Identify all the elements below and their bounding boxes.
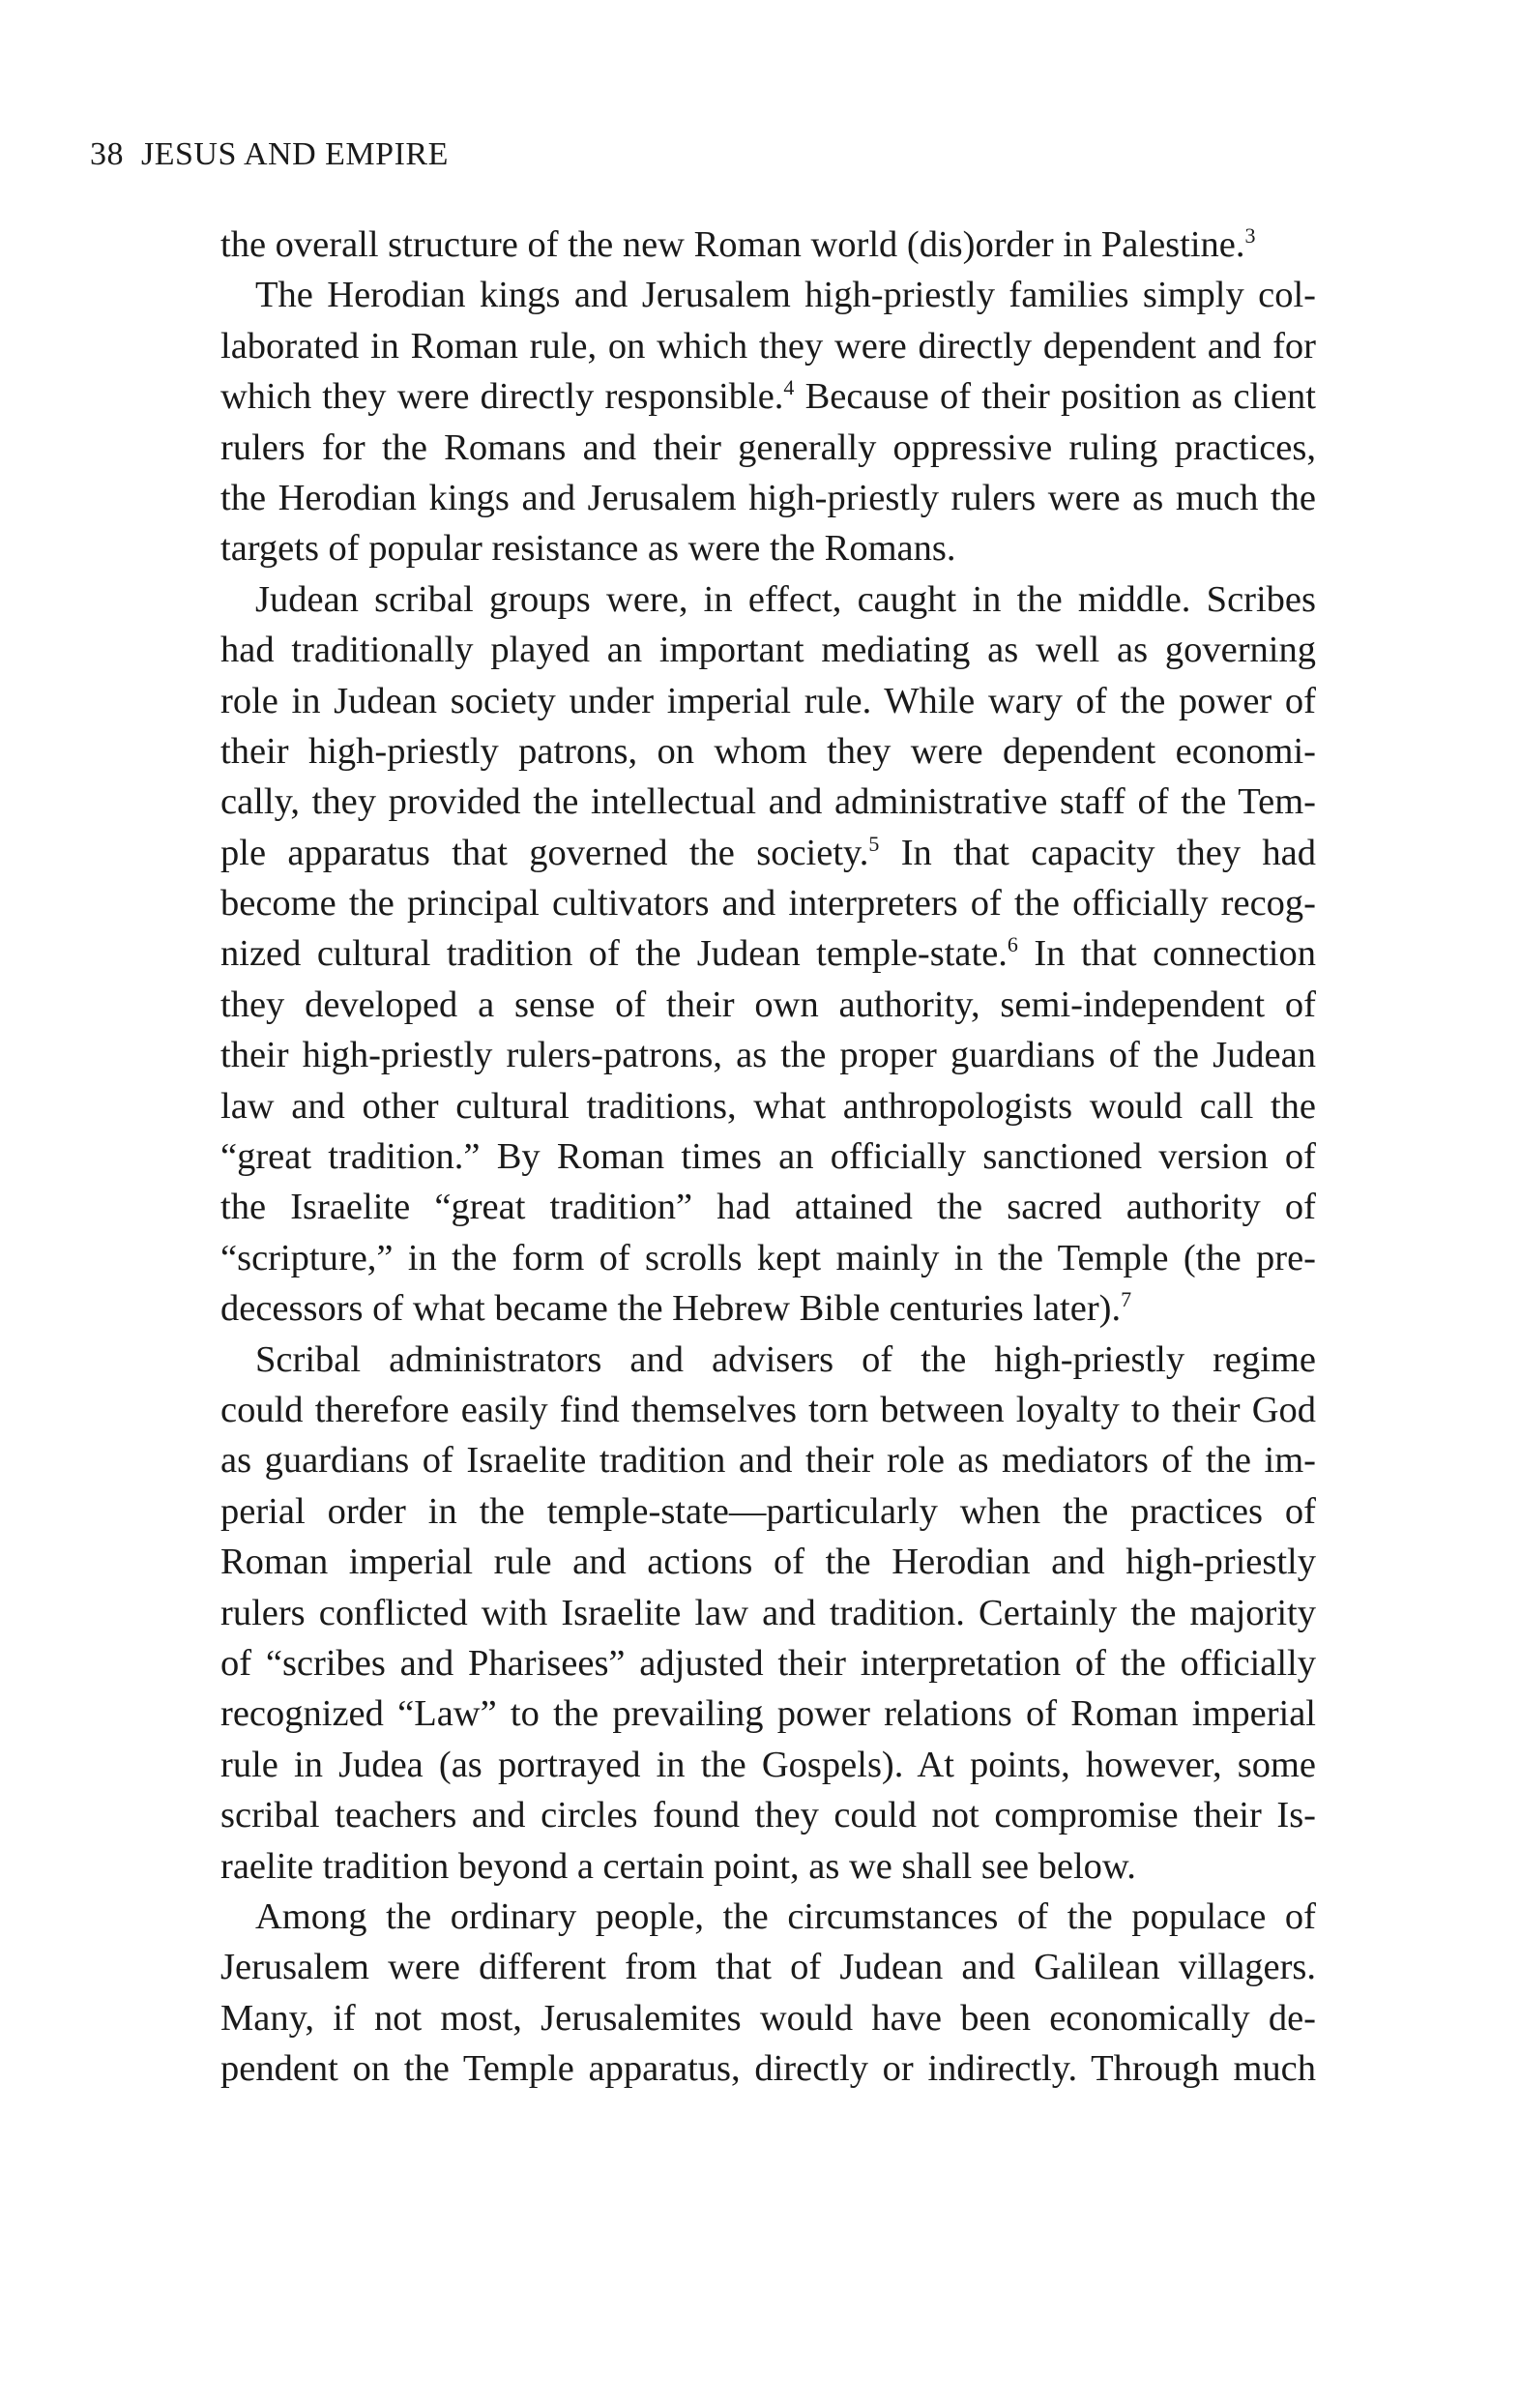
text-line-content: “scripture,” in the form of scrolls kept mainly in the Temple (the pre- [220, 1237, 1316, 1278]
text-line [220, 1283, 1316, 1334]
text-line [220, 1233, 1316, 1283]
text-line-content: Judean scribal groups were, in effect, caught in the middle. Scribes [255, 578, 1316, 620]
text-line [220, 473, 1316, 523]
text-line [220, 1537, 1316, 1587]
text-line [220, 1081, 1316, 1131]
text-line [220, 2043, 1316, 2094]
text-line [220, 1335, 1316, 1385]
text-line-content: ple apparatus that governed the society. [220, 832, 869, 873]
text-line [220, 1790, 1316, 1840]
text-line-content: The Herodian kings and Jerusalem high-priestly families simply col- [255, 275, 1316, 316]
text-line-content: the Herodian kings and Jerusalem high-priestly rulers were as much the [220, 477, 1316, 518]
text-line-content: which they were directly responsible. [220, 376, 784, 418]
text-line-content: could therefore easily find themselves torn between loyalty to their God [220, 1389, 1316, 1430]
text-line [220, 371, 1316, 422]
text-line-content: Among the ordinary people, the circumstances of the populace of [255, 1895, 1316, 1937]
text-line [220, 1892, 1316, 1942]
text-line [220, 676, 1316, 726]
text-line [220, 928, 1316, 979]
text-line [220, 878, 1316, 928]
text-line-content: pendent on the Temple apparatus, directly or indirectly. Through much [220, 2048, 1316, 2090]
running-head-title: JESUS AND EMPIRE [141, 136, 449, 172]
text-line [220, 1689, 1316, 1739]
text-line-content: scribal teachers and circles found they could not compromise their Is- [220, 1795, 1316, 1836]
text-line-content: “great tradition.” By Roman times an officially sanctioned version of [220, 1136, 1316, 1178]
text-line-content: targets of popular resistance as were the Romans. [220, 528, 956, 570]
text-line [220, 270, 1316, 320]
text-line [220, 625, 1316, 675]
text-line [220, 1740, 1316, 1790]
text-line-content: cally, they provided the intellectual and administrative staff of the Tem- [220, 781, 1316, 823]
body-text [220, 220, 1316, 2094]
text-line [220, 726, 1316, 777]
text-line [220, 1638, 1316, 1689]
text-line-content: their high-priestly patrons, on whom they were dependent economi- [220, 730, 1316, 772]
text-line-content: Roman imperial rule and actions of the Herodian and high-priestly [220, 1542, 1316, 1583]
text-line-content: as guardians of Israelite tradition and their role as mediators of the im- [220, 1440, 1316, 1482]
text-line-content: laborated in Roman rule, on which they were directly dependent and for [220, 325, 1316, 367]
text-line-content: nized cultural tradition of the Judean temple-state. [220, 933, 1008, 975]
footnote-marker: 5 [868, 831, 880, 856]
text-line [220, 423, 1316, 473]
text-line-continuation: In that connection [1017, 933, 1316, 975]
text-line [220, 1942, 1316, 1992]
text-line [220, 777, 1316, 827]
text-line [220, 1993, 1316, 2043]
text-line-content: their high-priestly rulers-patrons, as the proper guardians of the Judean [220, 1035, 1316, 1076]
text-line-content: the Israelite “great tradition” had attained the sacred authority of [220, 1187, 1316, 1228]
text-line-content: recognized “Law” to the prevailing power relations of Roman imperial [220, 1693, 1316, 1735]
footnote-marker: 4 [783, 375, 795, 400]
text-line-content: rulers conflicted with Israelite law and tradition. Certainly the majority [220, 1592, 1316, 1633]
text-line [220, 523, 1316, 573]
text-line-content: rulers for the Romans and their generally oppressive ruling practices, [220, 426, 1316, 468]
text-line-content: the overall structure of the new Roman world (dis)order in Palestine. [220, 224, 1245, 265]
text-line-content: become the principal cultivators and interpreters of the officially recog- [220, 883, 1316, 925]
text-line [220, 574, 1316, 625]
text-line [220, 1486, 1316, 1537]
text-line-content: perial order in the temple-state—particularly when the practices of [220, 1490, 1316, 1532]
text-line [220, 1841, 1316, 1892]
text-line [220, 1435, 1316, 1485]
text-line-content: Jerusalem were different from that of Judean and Galilean villagers. [220, 1947, 1316, 1988]
footnote-marker: 7 [1121, 1287, 1132, 1312]
text-line [220, 321, 1316, 371]
text-line-content: they developed a sense of their own authority, semi-independent of [220, 984, 1316, 1025]
running-head [90, 135, 449, 174]
text-line-content: had traditionally played an important mediating as well as governing [220, 630, 1316, 671]
text-line-continuation: Because of their position as client [794, 376, 1316, 418]
text-line-content: of “scribes and Pharisees” adjusted their interpretation of the officially [220, 1642, 1316, 1684]
text-line [220, 220, 1316, 270]
text-line-content: role in Judean society under imperial rule. While wary of the power of [220, 680, 1316, 721]
page-number: 38 [90, 136, 124, 172]
text-line-content: rule in Judea (as portrayed in the Gospels). At points, however, some [220, 1744, 1316, 1785]
text-line [220, 980, 1316, 1030]
text-line [220, 1182, 1316, 1232]
text-line-content: law and other cultural traditions, what anthropologists would call the [220, 1085, 1316, 1127]
text-line-continuation: In that capacity they had [879, 832, 1316, 873]
text-line-content: raelite tradition beyond a certain point, as we shall see below. [220, 1845, 1136, 1887]
text-line [220, 828, 1316, 878]
text-line-content: Many, if not most, Jerusalemites would have been economically de- [220, 1997, 1316, 2039]
text-line-content: Scribal administrators and advisers of the high-priestly regime [255, 1338, 1316, 1380]
footnote-marker: 6 [1007, 932, 1018, 957]
text-line [220, 1030, 1316, 1080]
text-line [220, 1588, 1316, 1638]
text-line-content: decessors of what became the Hebrew Bible centuries later). [220, 1288, 1122, 1330]
text-line [220, 1385, 1316, 1435]
text-line [220, 1131, 1316, 1182]
footnote-marker: 3 [1244, 223, 1256, 248]
